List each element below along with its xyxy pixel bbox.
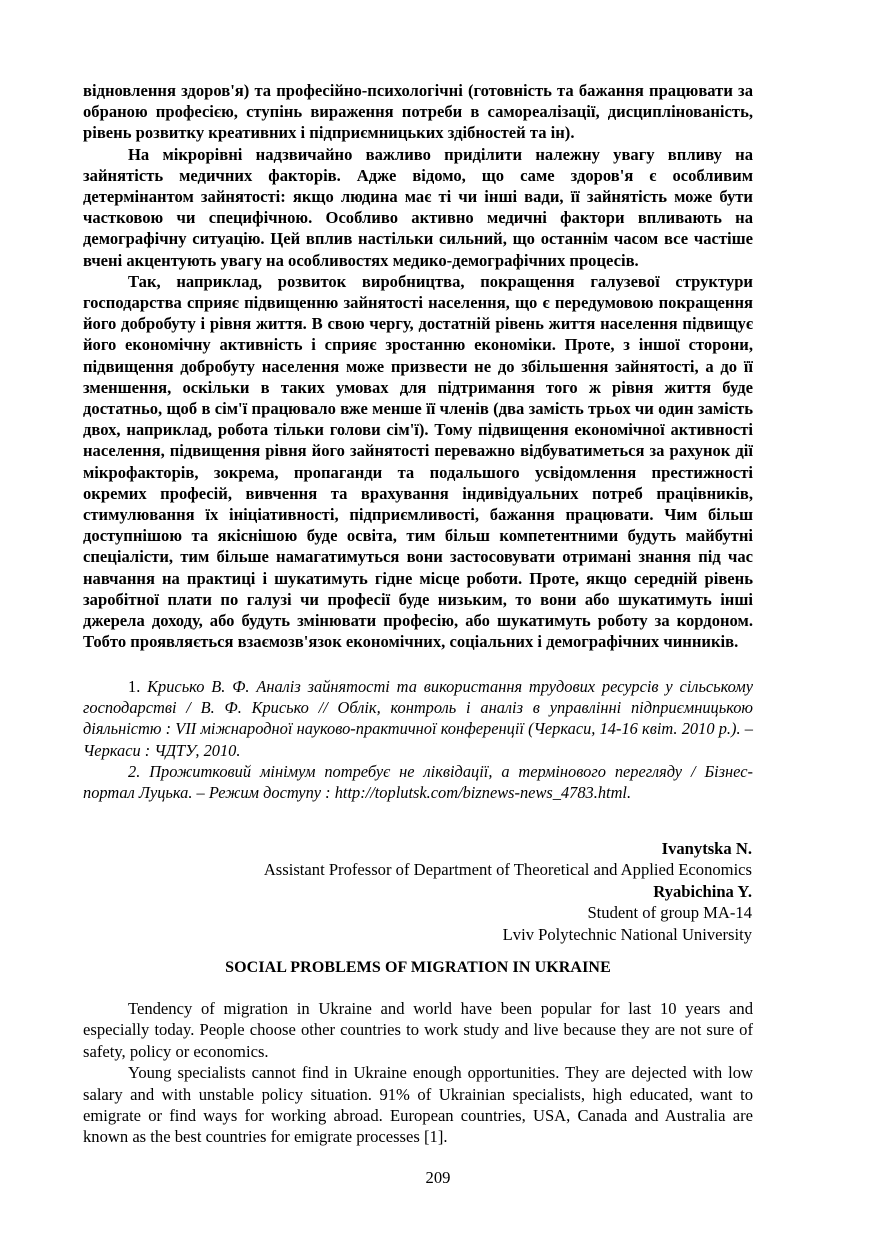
reference-list (83, 676, 753, 803)
author-2-position: Student of group MA-14 (587, 903, 752, 923)
reference-number-1: 1. (128, 677, 141, 696)
ukrainian-paragraph-2: На мікрорівні надзвичайно важливо приділити належну увагу впливу на зайнятість медичних факторів. Адже відомо, що саме здоров'я є особливим детермінантом зайнятості: якщо людина має ті чи інші вади, її зайнятість може бути частковою чи специфічною. Особливо активно медичні фактори впливають на демографічну ситуацію. Цей вплив настільки сильний, що останнім часом все частіше вчені акцентують увагу на особливостях медико-демографічних процесів. (83, 144, 753, 270)
author-block (152, 838, 752, 945)
reference-number-2: 2. (128, 761, 141, 781)
author-1-position: Assistant Professor of Department of Theoretical and Applied Economics (263, 860, 752, 880)
english-paragraph-1: Tendency of migration in Ukraine and world have been popular for last 10 years and especially today. People choose other countries to work study and live because they are not sure of safety, policy or economics. (83, 999, 753, 1061)
english-paragraph-2: Young specialists cannot find in Ukraine enough opportunities. They are dejected with low salary and with unstable policy situation. 91% of Ukrainian specialists, high educated, want to emigrate or find ways for working abroad. European countries, USA, Canada and Australia are known as the best countries for emigrate processes [1]. (83, 1063, 753, 1147)
author-1-name: Ivanytska N. (661, 839, 752, 858)
reference-item-2 (83, 761, 753, 803)
reference-text-1: Крисько В. Ф. Аналіз зайнятості та використання трудових ресурсів у сільському господарстві / В. Ф. Крисько // Облік, контроль і аналіз в управлінні підприємницькою діяльністю : VII міжнародної науково-практичної конференції (Черкаси, 14-16 квіт. 2010 р.). – Черкаси : ЧДТУ, 2010. (83, 677, 753, 760)
ukrainian-body-text (83, 80, 753, 652)
university: Lviv Polytechnic National University (502, 924, 752, 944)
ukrainian-paragraph-1: відновлення здоров'я) та професійно-психологічні (готовність та бажання працювати за обраною професією, ступінь вираження потреби в самореалізації, дисциплінованість, рівень розвитку креативних і підприємницьких здібностей та ін). (83, 81, 753, 143)
author-2-name: Ryabichina Y. (653, 881, 752, 901)
ukrainian-paragraph-3: Так, наприклад, розвиток виробництва, покращення галузевої структури господарства сприяє підвищенню зайнятості населення, що є передумовою покращення його добробуту і рівня життя. В свою чергу, достатній рівень життя населення підвищує його економічну активність і сприяє зростанню економіки. Проте, з іншої сторони, підвищення добробуту населення може призвести не до збільшення зайнятості, а до її зменшення, оскільки в таких умовах для підтримання того ж рівня життя буде достатньо, щоб в сім'ї працювало вже менше її членів (два замість трьох чи один замість двох, наприклад, робота тільки голови сім'ї). Тому підвищення економічної активності населення, підвищення рівня його зайнятості переважно відбуватиметься за рахунок дії мікрофакторів, зокрема, пропаганди та подальшого усвідомлення престижності окремих професій, вивчення та врахування індивідуальних потреб працівників, стимулювання їх ініціативності, підприємливості, бажання працювати. Чим більш доступнішою та якіснішою буде освіта, тим більш компетентними будуть майбутні спеціалісти, тим більше намагатимуться вони застосовувати отримані знання під час навчання на практиці і шукатимуть гідне місце роботи. Проте, якщо середній рівень заробітної плати по галузі чи професії буде низьким, то вони або шукатимуть інші джерела доходу, або будуть змінювати професію, або шукатимуть роботу за кордоном. Тобто проявляється взаємозв'язок економічних, соціальних і демографічних чинників. (83, 271, 753, 652)
english-body-text (83, 998, 753, 1148)
article-title: SOCIAL PROBLEMS OF MIGRATION IN UKRAINE (225, 959, 611, 976)
reference-text-2: Прожитковий мінімум потребує не ліквідації, а термінового перегляду / Бізнес-портал Луцька. – Режим доступу : http://toplutsk.com/biznews-news_4783.html. (83, 761, 753, 803)
reference-item-1 (83, 676, 753, 761)
page-number: 209 (425, 1168, 451, 1187)
